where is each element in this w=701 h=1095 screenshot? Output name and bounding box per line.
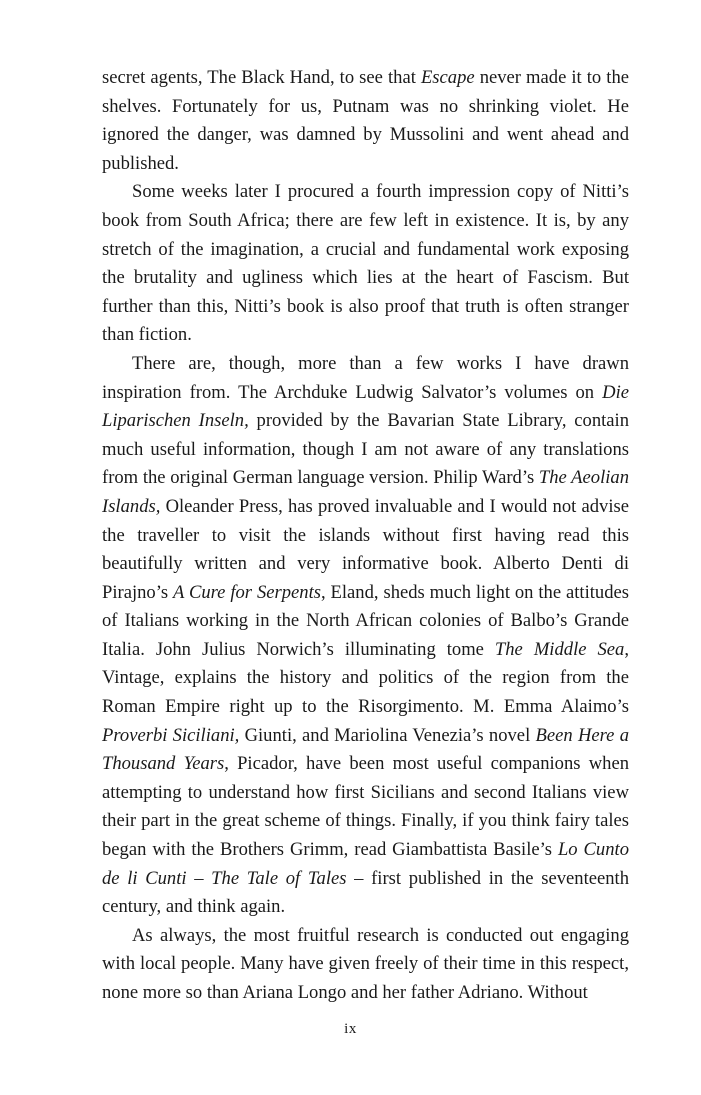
italic-title-run: The Aeolian Islands, [102, 467, 630, 517]
text-run: provided by the Bavarian State Library, contain much useful information, though I am not aware of any translations from the original German language version. Philip Ward’s [102, 410, 629, 489]
text-run: Giunti, and Mariolina Venezia’s novel [239, 724, 536, 746]
paragraph-2 [102, 178, 629, 350]
text-run: secret agents, The Black Hand, to see that [102, 67, 421, 88]
italic-title-run: Proverbi Siciliani, [102, 724, 240, 746]
italic-title-run: The Middle Sea [494, 638, 625, 660]
text-run: , Picador, have been most useful companions when attempting to understand how first Sicilians and second Italians view their part in the great scheme of things. Finally, if you think fairy tales began with the Brothers Grimm, read Giambattista Basile’s [102, 753, 629, 861]
text-run: , Vintage, explains the history and politics of the region from the Roman Empire right up to the Risorgimento. M. Emma Alaimo’s [102, 638, 629, 718]
text-run: There are, though, more than a few works I have drawn inspiration from. The Archduke Ludwig Salvator’s volumes on [102, 352, 629, 403]
text-run: never made it to the shelves. Fortunately for us, Putnam was no shrinking violet. He ignored the danger, was damned by Mussolini and went ahead and published. [102, 67, 630, 174]
italic-title-run: Lo Cunto de li Cunti – The Tale of Tales [102, 839, 629, 889]
paragraph-3 [102, 350, 629, 922]
italic-title-run: Escape [420, 67, 475, 88]
paragraph-4 [102, 922, 629, 1008]
text-run: Oleander Press, has proved invaluable and I would not advise the traveller to visit the islands without first having read this beautifully written and very informative book. Alberto Denti di Pirajno’s [102, 495, 629, 603]
italic-title-run: A Cure for Serpents [173, 581, 321, 603]
italic-title-run: Been Here a Thousand Years [102, 724, 629, 775]
text-run: , Eland, sheds much light on the attitudes of Italians working in the North African colonies of Balbo’s Grande Italia. John Julius Norwich’s illuminating tome [102, 581, 629, 660]
text-run: Some weeks later I procured a fourth impression copy of Nitti’s book from South Africa; there are few left in existence. It is, by any stretch of the imagination, a crucial and fundamental work exposing the brutality and ugliness which lies at the heart of Fascism. But further than this, Nitti’s book is also proof that truth is often stranger than fiction. [102, 181, 629, 346]
page-body [102, 64, 629, 1008]
paragraph-1 [102, 64, 629, 178]
text-run: As always, the most fruitful research is conducted out engaging with local people. Many have given freely of their time in this respect, none more so than Ariana Longo and her father Adriano. Without [102, 924, 629, 1003]
italic-title-run: Die Liparischen Inseln, [102, 381, 629, 432]
text-run: – first published in the seventeenth century, and think again. [102, 867, 629, 918]
page-number: ix [344, 1021, 357, 1037]
